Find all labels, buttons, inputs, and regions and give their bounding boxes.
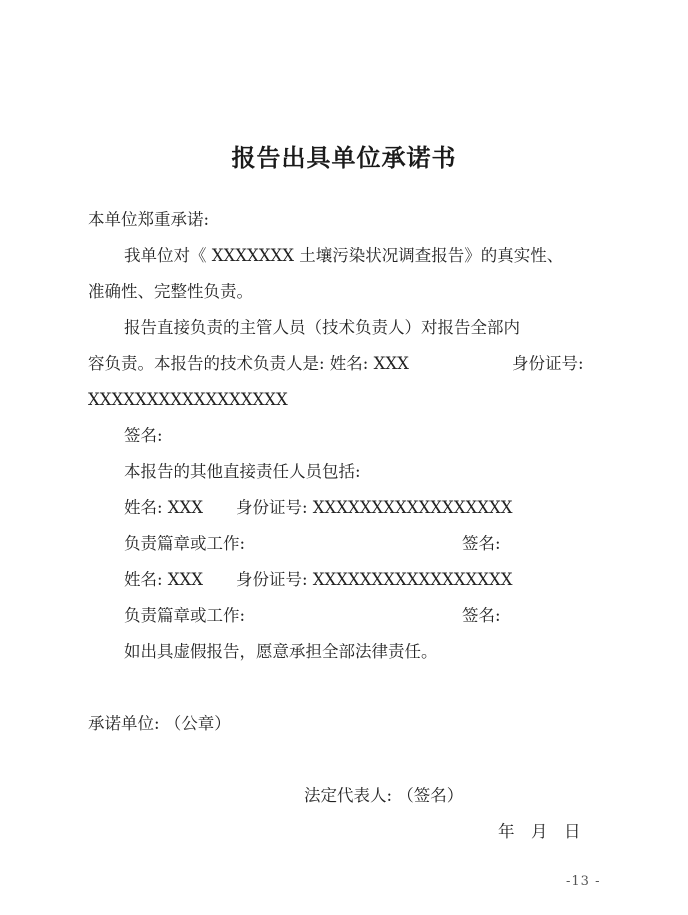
other-persons-intro: 本报告的其他直接责任人员包括:: [124, 462, 361, 481]
tech-lead-signature-label: 签名:: [124, 426, 163, 445]
paragraph-2-line-2-name: 容负责。本报告的技术负责人是: 姓名: XXX: [88, 354, 409, 373]
person-2-name: 姓名: XXX: [124, 570, 204, 589]
legal-representative-signature: 法定代表人: （签名）: [304, 786, 464, 805]
date-line: 年 月 日: [498, 822, 581, 841]
person-1-name: 姓名: XXX: [124, 498, 204, 517]
false-report-statement: 如出具虚假报告，愿意承担全部法律责任。: [124, 642, 438, 661]
person-1-signature-label: 签名:: [462, 534, 501, 553]
paragraph-1-line-1: 我单位对《 XXXXXXX 土壤污染状况调查报告》的真实性、: [124, 246, 564, 265]
paragraph-1-line-2: 准确性、完整性负责。: [88, 282, 253, 301]
person-2-id: 身份证号: XXXXXXXXXXXXXXXXX: [236, 570, 513, 589]
page-number: -13 -: [566, 874, 601, 889]
tech-lead-id-number: XXXXXXXXXXXXXXXXX: [88, 390, 288, 409]
document-title: 报告出具单位承诺书: [231, 143, 457, 172]
promising-unit-seal: 承诺单位: （公章）: [88, 714, 231, 733]
promise-intro: 本单位郑重承诺:: [88, 210, 210, 229]
person-2-duty-label: 负责篇章或工作:: [124, 606, 246, 625]
paragraph-2-line-1: 报告直接负责的主管人员（技术负责人）对报告全部内: [124, 318, 520, 337]
person-2-signature-label: 签名:: [462, 606, 501, 625]
person-1-id: 身份证号: XXXXXXXXXXXXXXXXX: [236, 498, 513, 517]
paragraph-2-line-2-id-label: 身份证号:: [512, 354, 584, 373]
person-1-duty-label: 负责篇章或工作:: [124, 534, 246, 553]
